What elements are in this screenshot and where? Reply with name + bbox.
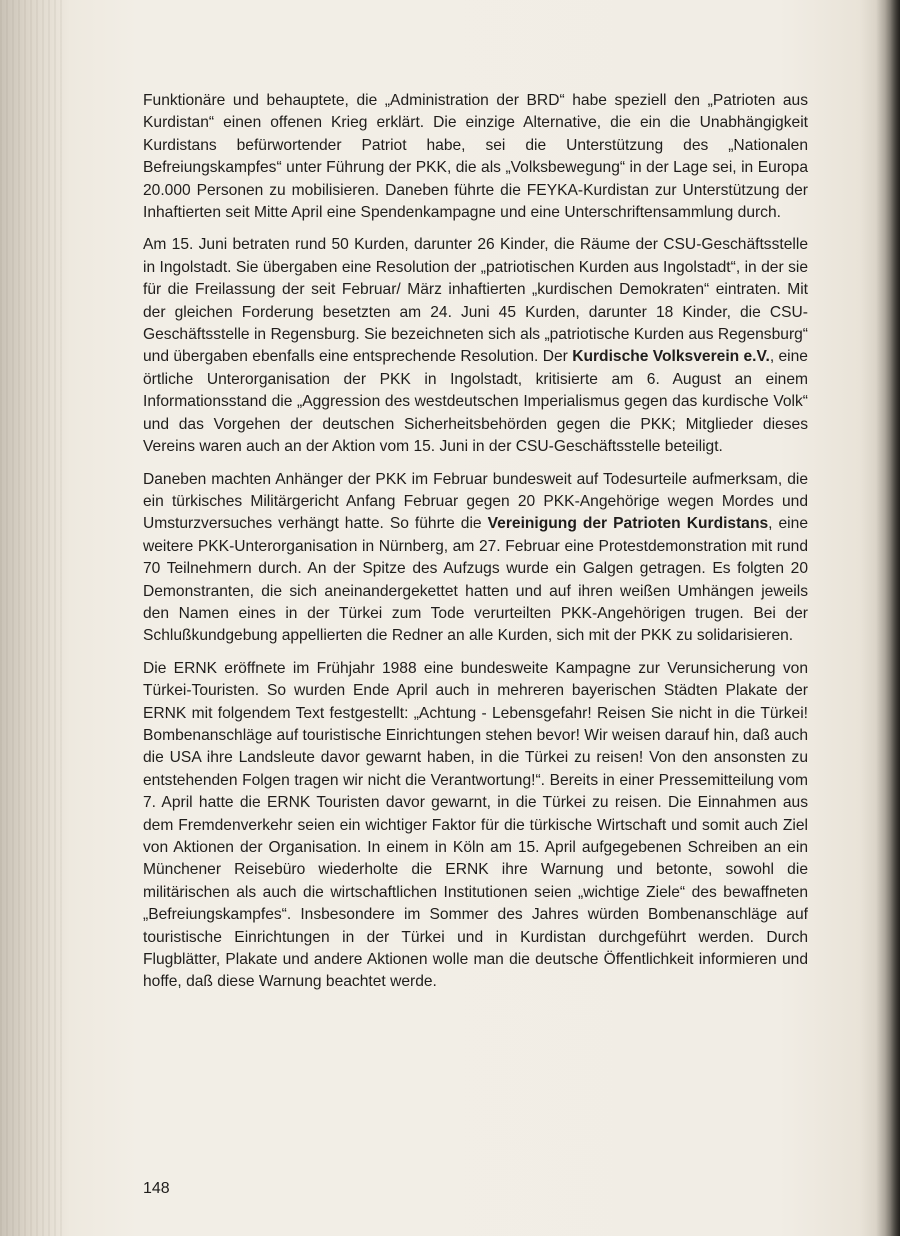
- page-number: 148: [143, 1180, 170, 1197]
- page-edge-shadow: [876, 0, 900, 1236]
- book-spine-shadow: [0, 0, 62, 1236]
- paragraph-2-text-a: Am 15. Juni betraten rund 50 Kurden, darunter 26 Kinder, die Räume der CSU-Geschäftsstelle in Ingolstadt. Sie übergaben eine Resolution der „patriotischen Kurden aus Ingolstadt“, in der sie für die Freilassung der seit Februar/ März inhaftierten „kurdischen Demokraten“ eintraten. Mit der gleichen Forderung besetzten am 24. Juni 45 Kurden, darunter 18 Kinder, die CSU-Geschäftsstelle in Regensburg. Sie bezeichneten sich als „patriotische Kurden aus Regensburg“ und übergaben ebenfalls eine entsprechende Resolution. Der: [143, 236, 808, 366]
- organization-name-kurdischer-volksverein: Kurdische Volksverein e.V.: [572, 348, 770, 366]
- paragraph-3: [143, 469, 808, 648]
- paragraph-3-text-a: Daneben machten Anhänger der PKK im Februar bundesweit auf Todesurteile aufmerksam, die ein türkisches Militärgericht Anfang Februar gegen 20 PKK-Angehörige wegen Mordes und Umsturzversuches verhängt hatte. So führte die: [143, 470, 808, 533]
- paragraph-1-text: Funktionäre und behauptete, die „Administration der BRD“ habe speziell den „Patrioten aus Kurdistan“ einen offenen Krieg erklärt. Die einzige Alternative, die ein die Unabhängigkeit Kurdistans befürwortender Patriot habe, sei die Unterstützung des „Nationalen Befreiungskampfes“ unter Führung der PKK, die als „Volksbewegung“ in der Lage sei, in Europa 20.000 Personen zu mobilisieren. Daneben führte die FEYKA-Kurdistan zur Unterstützung der Inhaftierten seit Mitte April eine Spendenkampagne und eine Unterschriftensammlung durch.: [143, 92, 808, 222]
- paragraph-4-text: Die ERNK eröffnete im Frühjahr 1988 eine bundesweite Kampagne zur Verunsicherung von Türkei-Touristen. So wurden Ende April auch in mehreren bayerischen Städten Plakate der ERNK mit folgendem Text festgestellt: „Achtung - Lebensgefahr! Reisen Sie nicht in die Türkei! Bombenanschläge auf touristische Einrichtungen stehen bevor! Wir weisen darauf hin, daß auch die USA ihre Landsleute davor gewarnt haben, in die Türkei zu reisen! Von den ansonsten zu entstehenden Folgen tragen wir nicht die Verantwortung!“. Bereits in einer Pressemitteilung vom 7. April hatte die ERNK Touristen davor gewarnt, in die Türkei zu reisen. Die Einnahmen aus dem Fremdenverkehr seien ein wichtiger Faktor für die türkische Wirtschaft und somit auch Ziel von Aktionen der Organisation. In einem in Köln am 15. April aufgegebenen Schreiben an ein Münchener Reisebüro wiederholte die ERNK ihre Warnung und betonte, sowohl die militärischen als auch die wirtschaftlichen Institutionen seien „wichtige Ziele“ des bewaffneten „Befreiungskampfes“. Insbesondere im Sommer des Jahres würden Bombenanschläge auf touristische Einrichtungen in der Türkei und in Kurdistan durchgeführt werden. Durch Flugblätter, Plakate und andere Aktionen wolle man die deutsche Öffentlichkeit informieren und hoffe, daß diese Warnung beachtet werde.: [143, 659, 808, 991]
- paragraph-1: [143, 90, 808, 224]
- body-text: [143, 90, 808, 1004]
- paragraph-2-text-b: , eine örtliche Unterorganisation der PKK in Ingolstadt, kritisierte am 6. August an einem Informationsstand die „Aggression des westdeutschen Imperialismus gegen das kurdische Volk“ und das Vorgehen der deutschen Sicherheitsbehörden gegen die PKK; Mitglieder dieses Vereins waren auch an der Aktion vom 15. Juni in der CSU-Geschäftsstelle beteiligt.: [143, 348, 808, 456]
- paragraph-3-text-b: , eine weitere PKK-Unterorganisation in Nürnberg, am 27. Februar eine Protestdemonstration mit rund 70 Teilnehmern durch. An der Spitze des Aufzugs wurde ein Galgen getragen. Es folgten 20 Demonstranten, die sich aneinandergekettet hatten und auf ihren weißen Umhängen jeweils den Namen eines in der Türkei zum Tode verurteilten PKK-Angehörigen trugen. Bei der Schlußkundgebung appellierten die Redner an alle Kurden, sich mit der PKK zu solidarisieren.: [143, 515, 808, 645]
- paragraph-4: [143, 658, 808, 994]
- paragraph-2: [143, 234, 808, 458]
- organization-name-vereinigung-patrioten: Vereinigung der Patrioten Kurdistans: [487, 515, 769, 533]
